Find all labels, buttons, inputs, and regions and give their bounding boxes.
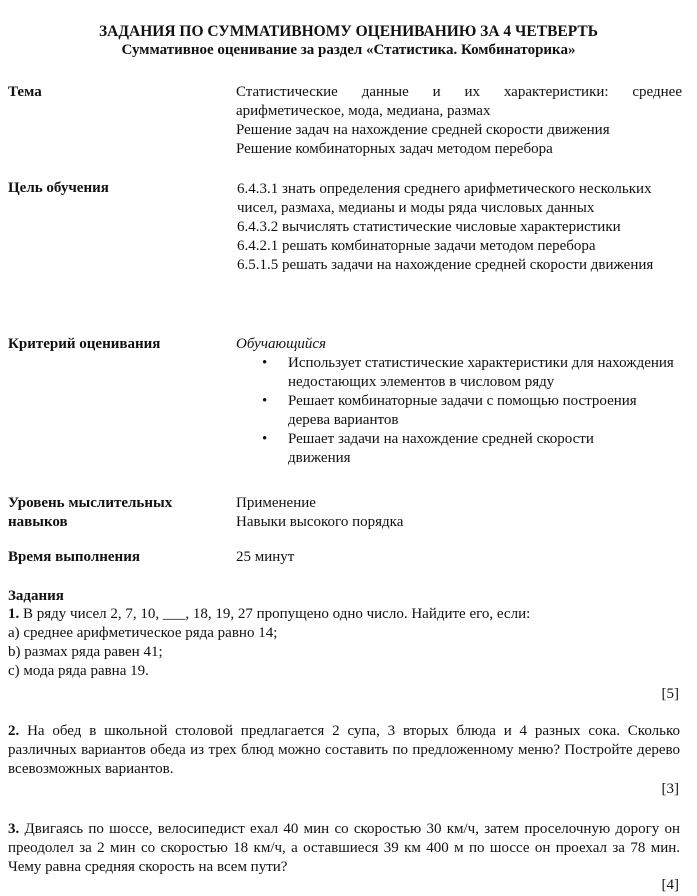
criteria-item (236, 430, 648, 468)
criteria-item (236, 392, 648, 430)
goal-item: 6.4.3.1 знать определения среднего арифметического нескольких чисел, размаха, медианы и моды ряда числовых данных (237, 181, 652, 216)
task-3-number: 3. (8, 821, 20, 837)
task-3-mark: [4] (661, 877, 679, 893)
skills-line: Применение (236, 495, 316, 511)
task-1-part-c: с) мода ряда равна 19. (8, 663, 149, 679)
criteria-block (236, 335, 682, 468)
bullet-icon: • (262, 355, 268, 371)
topic-line: Статистические данные и их характеристики: среднее арифметическое, мода, медиана, размах (236, 84, 682, 119)
criteria-label: Критерий оценивания (8, 336, 161, 352)
time-label: Время выполнения (8, 549, 140, 565)
goal-item: 6.4.2.1 решать комбинаторные задачи методом перебора (237, 238, 596, 254)
task-1 (8, 605, 680, 681)
task-3 (8, 820, 680, 877)
task-1-mark: [5] (661, 686, 679, 702)
topic-line: Решение комбинаторных задач методом перебора (236, 141, 553, 157)
time-value: 25 минут (236, 549, 295, 565)
bullet-icon: • (262, 431, 268, 447)
bullet-icon: • (262, 393, 268, 409)
document-subtitle: Суммативное оценивание за раздел «Статистика. Комбинаторика» (121, 42, 576, 58)
goal-list (237, 180, 677, 275)
task-2-mark: [3] (661, 781, 679, 797)
topic-line: Решение задач на нахождение средней скорости движения (236, 122, 610, 138)
skills-label: Уровень мыслительных навыков (8, 495, 173, 530)
topic-label: Тема (8, 84, 42, 100)
criteria-text: Решает задачи на нахождение средней скорости движения (288, 431, 594, 466)
tasks-heading: Задания (8, 588, 64, 604)
criteria-text: Использует статистические характеристики для нахождения недостающих элементов в числовом ряду (288, 355, 674, 390)
task-2-text: На обед в школьной столовой предлагается 2 супа, 3 вторых блюда и 4 разных сока. Сколько различных вариантов обеда из трех блюд можно составить по предложенному меню? Постройте дерево всевозможных вариантов. (8, 723, 680, 777)
goal-item: 6.4.3.2 вычислять статистические числовые характеристики (237, 219, 621, 235)
skills-line: Навыки высокого порядка (236, 514, 404, 530)
task-3-text: Двигаясь по шоссе, велосипедист ехал 40 мин со скоростью 30 км/ч, затем проселочную дорогу он преодолел за 2 мин со скоростью 18 км/ч, а оставшиеся 39 км 400 м по шоссе он проехал за 78 мин. Чему равна средняя скорость на всем пути? (8, 821, 681, 875)
task-1-part-a: а) среднее арифметическое ряда равно 14; (8, 625, 278, 641)
task-2 (8, 722, 680, 779)
goal-item: 6.5.1.5 решать задачи на нахождение средней скорости движения (237, 257, 654, 273)
skills-value (236, 494, 682, 532)
topic-value (236, 83, 682, 159)
criteria-item (236, 354, 682, 392)
task-1-text: В ряду чисел 2, 7, 10, ___, 18, 19, 27 пропущено одно число. Найдите его, если: (23, 606, 531, 622)
criteria-text: Решает комбинаторные задачи с помощью построения дерева вариантов (288, 393, 637, 428)
task-1-part-b: b) размах ряда равен 41; (8, 644, 163, 660)
goal-label: Цель обучения (8, 180, 109, 196)
task-2-number: 2. (8, 723, 20, 739)
criteria-head: Обучающийся (236, 336, 327, 352)
task-1-number: 1. (8, 606, 20, 622)
document-title: ЗАДАНИЯ ПО СУММАТИВНОМУ ОЦЕНИВАНИЮ ЗА 4 ЧЕТВЕРТЬ (99, 23, 598, 40)
